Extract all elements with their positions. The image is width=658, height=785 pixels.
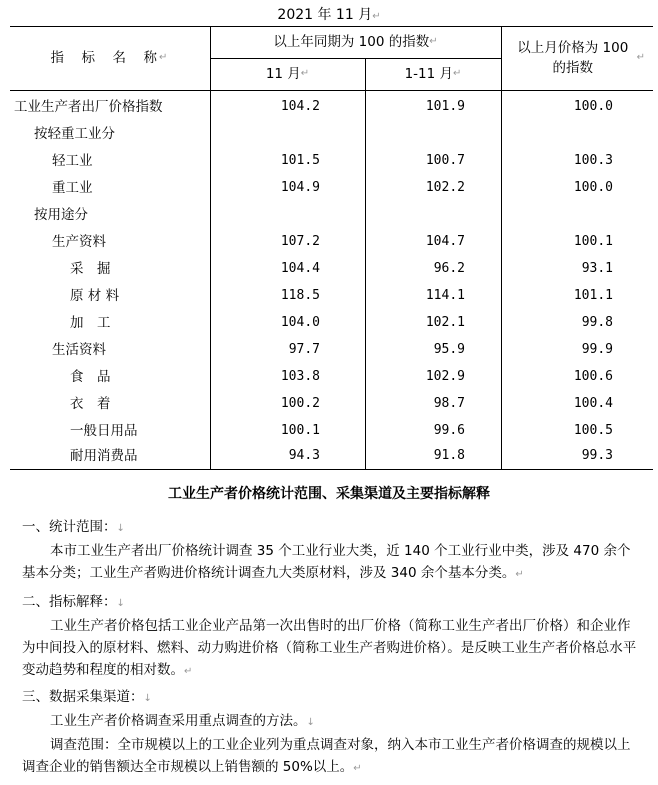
value-nov: 104.9 xyxy=(280,180,320,195)
section-heading: 二、指标解释： xyxy=(22,594,117,610)
table-row xyxy=(10,175,653,201)
table-row xyxy=(10,443,653,469)
value-nov: 97.7 xyxy=(288,342,320,357)
value-mom: 93.1 xyxy=(581,261,613,276)
value-jan-nov: 104.7 xyxy=(425,234,465,249)
value-mom: 100.0 xyxy=(573,180,613,195)
value-jan-nov: 96.2 xyxy=(433,261,465,276)
value-mom: 99.9 xyxy=(581,342,613,357)
row-name: 工业生产者出厂价格指数 xyxy=(14,99,163,115)
row-name: 食 品 xyxy=(70,369,111,385)
value-nov: 100.1 xyxy=(280,423,320,438)
row-name: 原 材 料 xyxy=(70,288,120,304)
table-row xyxy=(10,94,653,120)
value-mom: 100.6 xyxy=(573,369,613,384)
table-caption: 2021 年 11 月↵ xyxy=(277,7,381,23)
value-mom: 99.3 xyxy=(581,448,613,463)
value-mom: 100.5 xyxy=(573,423,613,438)
value-nov: 104.2 xyxy=(280,99,320,114)
header-mom-index: 以上月价格为 100 的指数 ↵ xyxy=(517,40,645,76)
value-nov: 103.8 xyxy=(280,369,320,384)
row-name: 采 掘 xyxy=(70,261,111,277)
table-row xyxy=(10,391,653,417)
section-heading: 三、数据采集渠道： xyxy=(22,689,144,705)
section-definition: 二、指标解释：↓ 工业生产者价格包括工业企业产品第一次出售时的出厂价格（简称工业生产者出厂价格）和企业作为中间投入的原材料、燃料、动力购进价格（简称工业生产者购进价格）。是反映工业生产者价格总水平变动趋势和程度的相对数。↵ xyxy=(22,594,637,678)
section-body: 工业生产者价格调查采用重点调查的方法。 xyxy=(50,713,307,729)
section-collection: 三、数据采集渠道：↓ 工业生产者价格调查采用重点调查的方法。↓ 调查范围：全市规模以上的工业企业列为重点调查对象，纳入本市工业生产者价格调查的规模以上调查企业的销售额达全市规模以上销售额的 50%以上。↵ xyxy=(22,689,631,775)
value-nov: 107.2 xyxy=(280,234,320,249)
value-jan-nov: 91.8 xyxy=(433,448,465,463)
row-name: 耐用消费品 xyxy=(70,448,138,464)
value-jan-nov: 95.9 xyxy=(433,342,465,357)
value-nov: 118.5 xyxy=(280,288,320,303)
table-row xyxy=(10,148,653,174)
row-name: 加 工 xyxy=(70,315,111,331)
table-bottom-border xyxy=(10,469,653,470)
value-nov: 100.2 xyxy=(280,396,320,411)
explanation-title: 工业生产者价格统计范围、采集渠道及主要指标解释 xyxy=(168,486,490,502)
value-jan-nov: 102.1 xyxy=(425,315,465,330)
header-november: 11 月 ↵ xyxy=(265,66,310,82)
value-mom: 100.1 xyxy=(573,234,613,249)
section-body: 本市工业生产者出厂价格统计调查 35 个工业行业大类，近 140 个工业行业中类，涉及 470 余个基本分类；工业生产者购进价格统计调查九大类原材料，涉及 340 余个基本分类。 xyxy=(22,543,631,581)
table-row xyxy=(10,121,653,147)
value-mom: 100.3 xyxy=(573,153,613,168)
table-row xyxy=(10,418,653,444)
value-nov: 104.4 xyxy=(280,261,320,276)
value-jan-nov: 99.6 xyxy=(433,423,465,438)
table-row xyxy=(10,283,653,309)
value-jan-nov: 100.7 xyxy=(425,153,465,168)
row-name: 生活资料 xyxy=(52,342,106,358)
row-name: 按轻重工业分 xyxy=(34,126,115,142)
header-bottom-border xyxy=(10,90,653,91)
price-index-table xyxy=(10,26,653,470)
row-name: 生产资料 xyxy=(52,234,106,250)
row-name: 按用途分 xyxy=(34,207,88,223)
value-jan-nov: 101.9 xyxy=(425,99,465,114)
table-row xyxy=(10,229,653,255)
value-nov: 94.3 xyxy=(288,448,320,463)
value-jan-nov: 98.7 xyxy=(433,396,465,411)
value-jan-nov: 102.9 xyxy=(425,369,465,384)
header-jan-nov: 1-11 月 ↵ xyxy=(404,66,462,82)
row-name: 重工业 xyxy=(52,180,93,196)
value-mom: 100.4 xyxy=(573,396,613,411)
row-name: 轻工业 xyxy=(52,153,93,169)
section-heading: 一、统计范围： xyxy=(22,519,117,535)
value-jan-nov: 114.1 xyxy=(425,288,465,303)
value-nov: 101.5 xyxy=(280,153,320,168)
row-name: 一般日用品 xyxy=(70,423,138,439)
header-yoy-group: 以上年同期为 100 的指数 ↵ xyxy=(273,34,438,50)
section-body: 调查范围：全市规模以上的工业企业列为重点调查对象，纳入本市工业生产者价格调查的规模以上调查企业的销售额达全市规模以上销售额的 50%以上。 xyxy=(22,737,631,775)
table-row xyxy=(10,202,653,228)
table-row xyxy=(10,310,653,336)
section-body: 工业生产者价格包括工业企业产品第一次出售时的出厂价格（简称工业生产者出厂价格）和企业作为中间投入的原材料、燃料、动力购进价格（简称工业生产者购进价格）。是反映工业生产者价格总水平变动趋势和程度的相对数。 xyxy=(22,618,637,678)
table-row xyxy=(10,256,653,282)
header-indicator-name: 指 标 名 称 ↵ xyxy=(50,50,170,66)
table-row xyxy=(10,337,653,363)
value-nov: 104.0 xyxy=(280,315,320,330)
value-jan-nov: 102.2 xyxy=(425,180,465,195)
row-name: 衣 着 xyxy=(70,396,111,412)
value-mom: 101.1 xyxy=(573,288,613,303)
value-mom: 99.8 xyxy=(581,315,613,330)
section-scope: 一、统计范围：↓ 本市工业生产者出厂价格统计调查 35 个工业行业大类，近 140 个工业行业中类，涉及 470 余个基本分类；工业生产者购进价格统计调查九大类原材料，涉及 340 余个基本分类。↵ xyxy=(22,519,631,581)
table-row xyxy=(10,364,653,390)
value-mom: 100.0 xyxy=(573,99,613,114)
